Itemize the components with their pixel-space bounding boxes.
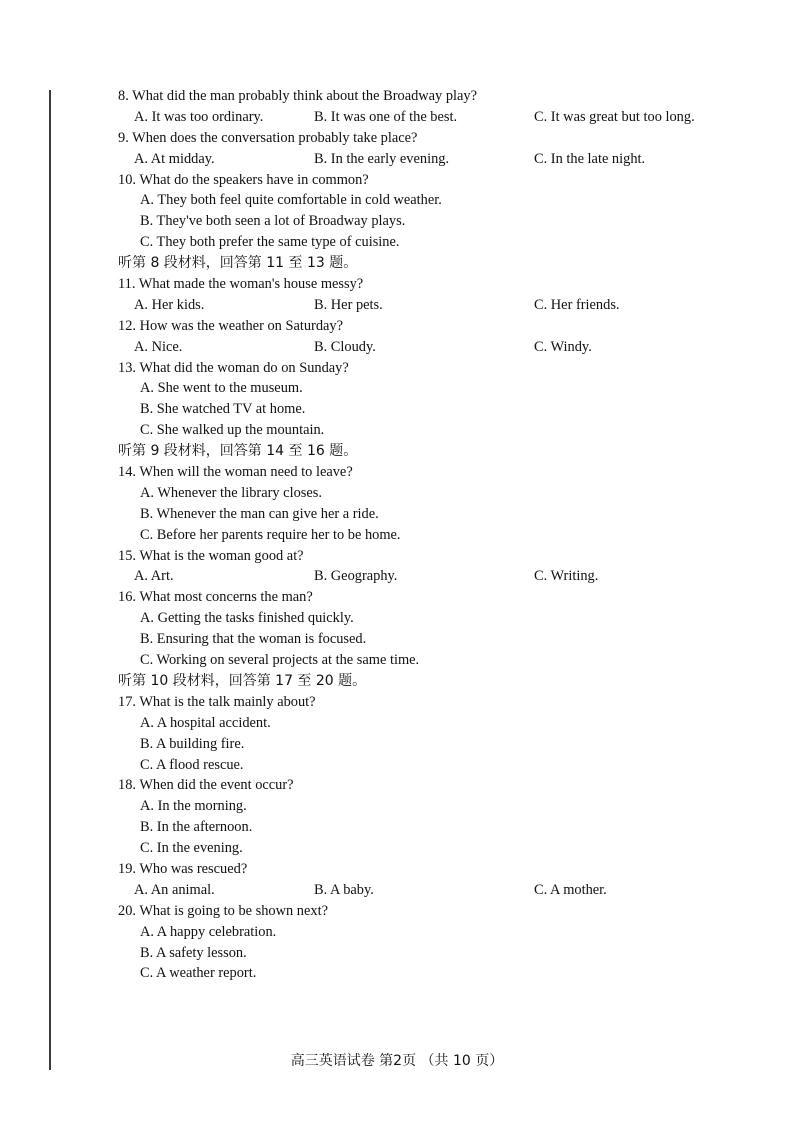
question-stem: 14. When will the woman need to leave? [118,464,353,481]
answer-option: C. A weather report. [140,965,257,982]
question-stem: 10. What do the speakers have in common? [118,171,369,188]
question-stem: 20. What is going to be shown next? [118,902,328,919]
question-stem: 8. What did the man probably think about the Broadway play? [118,88,478,104]
option-row [118,337,738,358]
answer-option: A. It was too ordinary. [134,108,264,125]
question-stem: 15. What is the woman good at? [118,547,304,564]
answer-option: B. A baby. [314,881,374,898]
option-row [118,149,738,170]
section-instruction: 听第 10 段材料，回答第 17 至 20 题。 [118,672,367,689]
answer-option: B. Geography. [314,568,398,585]
answer-option: C. Writing. [534,568,599,585]
option-row [118,880,738,901]
answer-option: A. They both feel quite comfortable in cold weather. [140,192,442,209]
page-footer: 高三英语试卷 第2页 （共 10 页） [290,1053,504,1069]
answer-option: B. It was one of the best. [314,108,458,125]
answer-option: B. Whenever the man can give her a ride. [140,505,379,522]
question-stem: 9. When does the conversation probably take place? [118,129,418,146]
answer-option: C. Her friends. [534,296,620,313]
answer-option: A. A happy celebration. [140,923,277,940]
answer-option: B. Cloudy. [314,338,376,355]
option-row [118,566,738,587]
question-stem: 16. What most concerns the man? [118,589,313,606]
answer-option: C. They both prefer the same type of cuisine. [140,234,400,251]
answer-option: C. In the late night. [534,150,646,167]
answer-option: B. Ensuring that the woman is focused. [140,631,367,648]
answer-option: B. In the afternoon. [140,819,253,836]
answer-option: B. A building fire. [140,735,245,752]
answer-option: A. In the morning. [140,798,247,815]
answer-option: A. Her kids. [134,296,205,313]
answer-option: A. She went to the museum. [140,380,303,397]
answer-option: C. It was great but too long. [534,108,695,125]
answer-option: B. In the early evening. [314,150,450,167]
answer-option: A. Nice. [134,338,183,355]
answer-option: A. Whenever the library closes. [140,484,322,501]
answer-option: C. In the evening. [140,840,243,857]
answer-option: C. Before her parents require her to be home. [140,526,401,543]
answer-option: A. An animal. [134,881,215,898]
answer-option: B. They've both seen a lot of Broadway plays. [140,213,406,230]
answer-option: C. Windy. [534,338,592,355]
answer-option: B. She watched TV at home. [140,401,306,418]
option-row [118,107,738,128]
question-stem: 18. When did the event occur? [118,777,294,794]
answer-option: A. Art. [134,568,174,585]
answer-option: C. A flood rescue. [140,756,244,773]
section-instruction: 听第 8 段材料，回答第 11 至 13 题。 [118,255,358,272]
answer-option: A. A hospital accident. [140,714,271,731]
answer-option: B. A safety lesson. [140,944,247,961]
question-stem: 17. What is the talk mainly about? [118,693,316,710]
binding-line [49,90,51,1070]
question-stem: 19. Who was rescued? [118,860,248,877]
answer-option: A. Getting the tasks finished quickly. [140,610,354,627]
answer-option: B. Her pets. [314,296,383,313]
question-stem: 12. How was the weather on Saturday? [118,317,343,334]
question-list [118,86,738,984]
section-instruction: 听第 9 段材料，回答第 14 至 16 题。 [118,443,358,460]
answer-option: C. She walked up the mountain. [140,422,325,439]
question-stem: 13. What did the woman do on Sunday? [118,359,349,376]
answer-option: C. A mother. [534,881,607,898]
question-stem: 11. What made the woman's house messy? [118,276,364,293]
answer-option: A. At midday. [134,150,215,167]
answer-option: C. Working on several projects at the same time. [140,652,420,669]
option-row [118,295,738,316]
